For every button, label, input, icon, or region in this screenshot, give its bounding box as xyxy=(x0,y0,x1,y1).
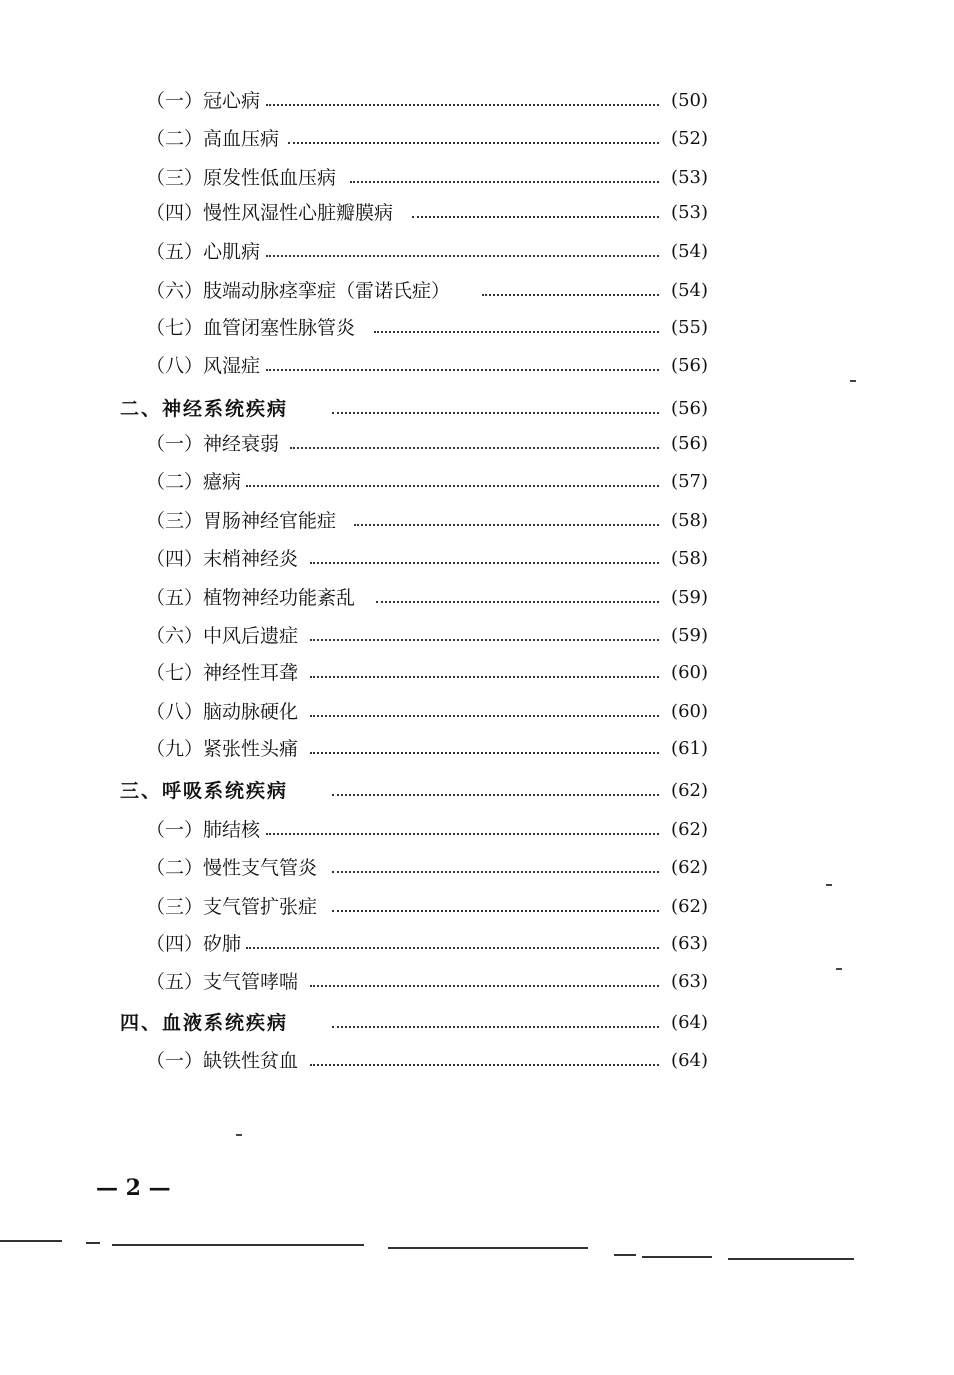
toc-section-heading xyxy=(0,394,954,424)
toc-leader-dots xyxy=(266,369,659,371)
scan-edge-line xyxy=(86,1242,100,1244)
toc-leader-dots xyxy=(332,871,659,873)
toc-page-number: (52) xyxy=(671,128,708,149)
toc-page-number: (62) xyxy=(671,780,708,801)
toc-page-number: (63) xyxy=(671,933,708,954)
toc-entry-label: （五）支气管哮喘 xyxy=(146,971,299,993)
toc-page-number: (61) xyxy=(671,738,708,759)
toc-leader-dots xyxy=(266,833,659,835)
toc-section-heading xyxy=(0,1008,954,1038)
toc-entry xyxy=(0,237,954,267)
scan-edge-line xyxy=(388,1247,588,1249)
toc-entry-label: （三）胃肠神经官能症 xyxy=(146,510,337,532)
toc-page-number: (64) xyxy=(671,1050,708,1071)
toc-page-number: (50) xyxy=(671,90,708,111)
toc-leader-dots xyxy=(290,447,659,449)
toc-entry-label: （四）矽肺 xyxy=(146,933,242,955)
toc-leader-dots xyxy=(376,601,659,603)
toc-page-number: (62) xyxy=(671,857,708,878)
toc-entry-label: （六）肢端动脉痉挛症（雷诺氏症） xyxy=(146,280,451,302)
toc-entry xyxy=(0,544,954,574)
scan-speck xyxy=(236,1134,242,1136)
toc-leader-dots xyxy=(310,639,659,641)
toc-leader-dots xyxy=(350,181,659,183)
toc-section-label: 二、神经系统疾病 xyxy=(120,398,289,420)
toc-page-number: (62) xyxy=(671,896,708,917)
toc-page-number: (54) xyxy=(671,241,708,262)
toc-page-number: (59) xyxy=(671,625,708,646)
toc-entry xyxy=(0,351,954,381)
toc-entry xyxy=(0,621,954,651)
toc-page-number: (63) xyxy=(671,971,708,992)
toc-leader-dots xyxy=(266,255,659,257)
toc-entry xyxy=(0,124,954,154)
toc-page-number: (60) xyxy=(671,662,708,683)
toc-entry xyxy=(0,734,954,764)
toc-section-heading xyxy=(0,776,954,806)
toc-page-number: (57) xyxy=(671,471,708,492)
toc-leader-dots xyxy=(310,985,659,987)
toc-entry xyxy=(0,583,954,613)
toc-page-number: (54) xyxy=(671,280,708,301)
toc-page-number: (62) xyxy=(671,819,708,840)
toc-entry xyxy=(0,815,954,845)
toc-entry xyxy=(0,929,954,959)
toc-entry xyxy=(0,506,954,536)
toc-entry-label: （三）支气管扩张症 xyxy=(146,896,318,918)
toc-page-number: (58) xyxy=(671,510,708,531)
toc-entry xyxy=(0,967,954,997)
toc-entry-label: （七）神经性耳聋 xyxy=(146,662,299,684)
scan-edge-line xyxy=(642,1256,712,1258)
toc-entry xyxy=(0,163,954,193)
toc-leader-dots xyxy=(332,412,659,414)
toc-page-number: (64) xyxy=(671,1012,708,1033)
toc-entry-label: （八）脑动脉硬化 xyxy=(146,701,299,723)
toc-section-label: 三、呼吸系统疾病 xyxy=(120,780,289,802)
toc-leader-dots xyxy=(310,1064,659,1066)
toc-leader-dots xyxy=(332,794,659,796)
toc-entry-label: （二）癔病 xyxy=(146,471,242,493)
toc-entry xyxy=(0,853,954,883)
toc-leader-dots xyxy=(332,1026,659,1028)
toc-page-number: (60) xyxy=(671,701,708,722)
toc-leader-dots xyxy=(310,676,659,678)
toc-entry-label: （一）冠心病 xyxy=(146,90,261,112)
toc-entry-label: （五）植物神经功能紊乱 xyxy=(146,587,356,609)
toc-leader-dots xyxy=(310,715,659,717)
toc-page-number: (53) xyxy=(671,167,708,188)
toc-entry xyxy=(0,86,954,116)
toc-entry-label: （二）高血压病 xyxy=(146,128,280,150)
toc-leader-dots xyxy=(310,562,659,564)
toc-page-number: (56) xyxy=(671,355,708,376)
toc-entry xyxy=(0,429,954,459)
scan-speck xyxy=(826,884,832,886)
scan-speck xyxy=(850,380,856,382)
toc-leader-dots xyxy=(266,104,659,106)
toc-entry xyxy=(0,313,954,343)
scan-speck xyxy=(836,968,842,970)
toc-entry-label: （六）中风后遗症 xyxy=(146,625,299,647)
toc-entry-label: （二）慢性支气管炎 xyxy=(146,857,318,879)
toc-leader-dots xyxy=(412,216,659,218)
toc-page-number: (56) xyxy=(671,398,708,419)
scan-edge-line xyxy=(0,1240,62,1242)
scan-edge-line xyxy=(728,1258,854,1260)
scan-edge-line xyxy=(614,1254,636,1256)
toc-entry xyxy=(0,276,954,306)
scan-edge-line xyxy=(112,1244,364,1246)
toc-page-number: (59) xyxy=(671,587,708,608)
toc-entry-label: （四）末梢神经炎 xyxy=(146,548,299,570)
toc-page-number: (55) xyxy=(671,317,708,338)
toc-page-number: (56) xyxy=(671,433,708,454)
toc-entry-label: （九）紧张性头痛 xyxy=(146,738,299,760)
toc-leader-dots xyxy=(482,294,659,296)
toc-entry xyxy=(0,467,954,497)
toc-entry xyxy=(0,697,954,727)
toc-leader-dots xyxy=(246,485,659,487)
toc-page-number: (58) xyxy=(671,548,708,569)
toc-leader-dots xyxy=(310,752,659,754)
toc-leader-dots xyxy=(354,524,659,526)
toc-entry-label: （四）慢性风湿性心脏瓣膜病 xyxy=(146,202,394,224)
toc-entry-label: （五）心肌病 xyxy=(146,241,261,263)
toc-page-number: (53) xyxy=(671,202,708,223)
toc-entry-label: （一）神经衰弱 xyxy=(146,433,280,455)
toc-leader-dots xyxy=(288,142,659,144)
toc-leader-dots xyxy=(374,331,659,333)
toc-leader-dots xyxy=(246,947,659,949)
toc-entry-label: （三）原发性低血压病 xyxy=(146,167,337,189)
toc-entry xyxy=(0,658,954,688)
toc-entry-label: （一）缺铁性贫血 xyxy=(146,1050,299,1072)
toc-entry xyxy=(0,892,954,922)
page-number-footer: — 2 — xyxy=(96,1175,171,1201)
toc-leader-dots xyxy=(332,910,659,912)
toc-entry-label: （八）风湿症 xyxy=(146,355,261,377)
toc-entry xyxy=(0,1046,954,1076)
toc-entry-label: （七）血管闭塞性脉管炎 xyxy=(146,317,356,339)
toc-section-label: 四、血液系统疾病 xyxy=(120,1012,289,1034)
toc-entry xyxy=(0,198,954,228)
toc-entry-label: （一）肺结核 xyxy=(146,819,261,841)
